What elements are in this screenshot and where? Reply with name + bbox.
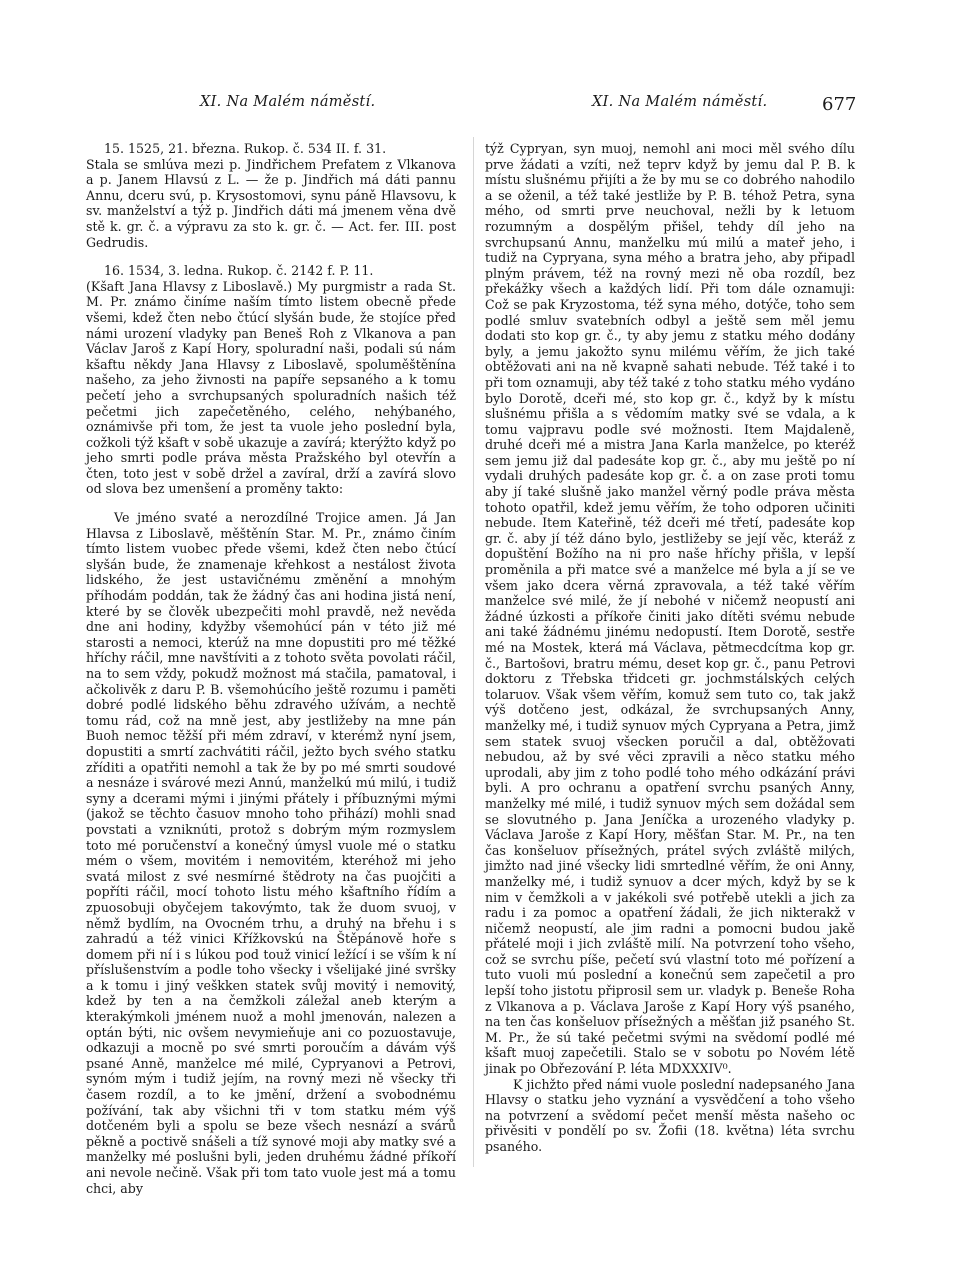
running-head-right: XI. Na Malém náměstí.	[592, 94, 768, 110]
testament-text: Ve jméno svaté a nerozdílné Trojice amen. Já Jan Hlavsa z Liboslavě, měštěnín Star. M. Pr., známo činím tímto listem vuobec přede všemi, kdež čten nebo čtúcí slyšán bude, že znamenaje křehkost a nestálost života lidského, že jest ustavičnému změnění a mnohým příhodám poddán, tak že žádný čas ani hodina jistá není, které by se člověk ubezpečiti mohl pravdě, než nevěda dne ani hodiny, kdyžby všemohúcí pán v této již mé starosti a nemoci, kterúž na mne dopustiti pro mé těžké hříchy ráčil, mne navštíviti a z tohoto světa povolati ráčil, na to sem vždy, pokudž možnost má stačila, pamatoval, i ačkolivěk z daru P. B. všemohúcího ještě rozumu i paměti dobré podlé lidského běhu zdravého užívám, a nechtě tomu rád, což na mně jest, aby jestližeby na mne pán Buoh nemoc těžší při mém zdraví, v kterémž nyní jsem, dopustiti a smrtí zachvátiti ráčil, ježto bych svého statku zříditi a opatřiti nemohl a tak že by po mé smrti soudové a nesnáze i svárové mezi Annú, manželkú mú milú, i tudiž syny a dcerami mými i jinými přátely i příbuznými mými (jakož se těchto časuov mnoho toho přihází) mohli snad povstati a vzniknúti, protož s dobrým mým rozmyslem toto mé poručenství a konečný úmysl vuole mé o statku mém o všem, movitém i nemovitém, kteréhož mi jeho svatá milost z své nesmírné štědroty na čas puojčiti a popříti ráčil, mocí tohoto listu mého kšaftního řídím a zpuosobuji obyčejem takovýmto, tak že duom svuoj, v němž bydlím, na Ovocném trhu, a druhý na břehu i s zahradú a též vinici Křížkovskú na Štěpánově hoře s domem při ní i s lúkou pod touž vinicí ležící i se vším k ní příslušenstvím a podle toho všecky i všelijaké jiné svršky a k tomu i jiný veškken statek svůj movitý i nemovitý, kdež by ten a na čemžkoli záležal aneb kterým a kterakýmkoli jménem nuož a mohl jmenován, nalezen a optán býti, nic ovšem nevymieňuje ani co pozuostavuje, odkazuji a mocně po své smrti poroučím a dávám výš psané Anně, manželce mé milé, Cypryanovi a Petrovi, synóm mým i tudiž jejím, na rovný mezi ně všecky tři časem rozdíl, a to ke jmění, držení a svobodnému požívání, tak aby všichni tři v tom statku mém výš dotčeném byli a spolu se beze všech nesnází a svárů pěkně a poctivě snášeli a tíž synové moji aby matky své a manželky mé poslušni byli, jeden druhému žádné příkoří ani nevole nečině. Však při tom tato vuole jest má a tomu chci, aby	[86, 510, 456, 1196]
column-divider	[473, 137, 474, 1167]
entry-16-intro: (Kšaft Jana Hlavsy z Liboslavě.) My purgmistr a rada St. M. Pr. známo činíme naším tímto listem obecně přede všemi, kdež čten nebo čtúcí slyšán bude, že stojíce před námi urození vladyky pan Beneš Roh z Vlkanova a pan Václav Jaroš z Kapí Hory, spoluradní naši, podali sú nám kšaftu někdy Jana Hlavsy z Liboslavě, spoluměštěnína našeho, za jeho živnosti na papíře sepsaného a k tomu pečetí jeho a svrchupsaných spoluradních našich též pečetmi jich zapečetěného, celého, nehýbaného, oznámivše při tom, že jest ta vuole jeho poslední byla, cožkoli týž kšaft v sobě ukazuje a zavírá; kterýžto když po jeho smrti podle práva města Pražského byl otevřín a čten, toto jest v sobě držel a zavíral, drží a zavírá slovo od slova bez umenšení a proměny takto:	[86, 278, 456, 497]
entry-15-text: Stala se smlúva mezi p. Jindřichem Prefatem z Vlkanova a p. Janem Hlavsú z L. — že p. Jindřich má dáti pannu Annu, dceru svú, p. Krysostomovi, synu páně Hlavsovu, k sv. manželství a týž p. Jindřich dáti má jmenem věna dvě stě k. gr. č. a výpravu za sto k. gr. č. — Act. fer. III. post Gedrudis.	[86, 156, 456, 250]
entry-15-heading: 15. 1525, 21. března. Rukop. č. 534 II. f. 31.	[104, 141, 387, 156]
closing-paragraph: K jichžto před námi vuole poslední nadepsaného Jana Hlavsy o statku jeho vyznání a vysvědčení a toho všeho na potvrzení a svědomí pečet menší města našeho oc přivěsiti v pondělí po sv. Žofii (18. května) léta svrchu psaného.	[485, 1076, 855, 1154]
page-number: 677	[822, 94, 857, 115]
running-head-left: XI. Na Malém náměstí.	[200, 94, 376, 110]
testament-continuation: týž Cypryan, syn muoj, nemohl ani moci měl svého dílu prve žádati a vzíti, než teprv když by jemu dal P. B. k místu slušnému přijíti a že by mu se co dobrého nahodilo a se oženil, a též také jestliže by P. B. téhož Petra, syna mého, od smrti prve neuchoval, nežli by k letuom rozumným a dospělým přišel, tehdy díl jeho na svrchupsanú Annu, manželku mú milú a mateř jeho, i tudiž na Cypryana, syna mého a bratra jeho, aby připadl plným právem, též na rovný mezi ně oba rozdíl, bez překážky všech a každých lidí. Při tom dále oznamuji: Což se pak Kryzostoma, též syna mého, dotýče, toho sem podlé smluv svatebních odbyl a ještě sem měl jemu dodati sto kop gr. č., ty aby jemu z statku mého dodány byly, a jemu jakožto synu milému věřím, že jich také obtěžovati ani na ně kvapně sahati nebude. Též také i to při tom oznamuji, aby též také z toho statku mého vydáno bylo Dorotě, dceři mé, sto kop gr. č., když by k místu slušnému přišla a s vědomím matky své se vdala, a k tomu vajpravu podle své možnosti. Item Majdaleně, druhé dceři mé a mistra Jana Karla manželce, po kteréž sem jemu již dal padesáte kop gr. č., aby mu ještě po ní vydali druhých padesáte kop gr. č. a on zase proti tomu aby jí také slušně jako manžel věrný podle práva města tohoto opatřil, kdež jemu věřím, že toho odporen učiniti nebude. Item Kateřině, též dceři mé třetí, padesáte kop gr. č. aby jí též dáno bylo, jestližeby se její věc, kteráž z dopuštění Božího na ni pro naše hříchy přišla, v lepší proměnila a při matce své a manželce mé byla a jí se ve všem jako dcera věrná zpravovala, a též také věřím manželce své milé, že jí nebohé v ničemž neopustí ani žádné úzkosti a příkoře činiti jako dítěti svému nebude ani také žádnému jinému nedopustí. Item Dorotě, sestře mé na Mostek, která má Václava, pětmecdcítma kop gr. č., Bartošovi, bratru mému, deset kop gr. č., panu Petrovi doktoru z Třebska třidceti gr. jochmstálských celých tolaruov. Však všem věřím, komuž sem tuto co, tak jakž výš dotčeno jest, odkázal, že svrchupsaných Anny, manželky mé, i tudiž synuov mých Cypryana a Petra, jimž sem statek svuoj všecken poručil a dal, obtěžovati nebudou, až by své věci zpravili a něco statku mého uprodali, aby jim z toho podlé toho mého odkázání právi byli. A pro ochranu a opatření svrchu psaných Anny, manželky mé milé, i tudiž synuov mých sem dožádal sem se slovutného p. Jana Jeníčka a urozeného vladyky p. Václava Jaroše z Kapí Hory, měšťan Star. M. Pr., na ten čas konšeluov přísežných, prátel svých zvláště milých, jimžto nad jiné všecky lidi smrtedlné věřím, že oni Anny, manželky mé, i tudiž synuov a dcer mých, když by se k nim v čemžkoli a v jakékoli své potřebě utekli a jich za radu i za pomoc a opatření žádali, že jich nikterakž v ničemž neopustí, ale jim radni a pomocni budou jakě přátelé moji i jich zvláště milí. Na potvrzení toho všeho, což se svrchu píše, pečetí svú vlastní toto mé pořízení a tuto vuoli mú poslední a konečnú sem zapečetil a pro lepší toho jistotu připrosil sem ur. vladyk p. Beneše Roha z Vlkanova a p. Václava Jaroše z Kapí Hory výš psaného, na ten čas konšeluov přísežných a měšťan již psaného St. M. Pr., že sú také pečetmi svými na svědomí podlé mé kšaft muoj zapečetili. Stalo se v sobotu po Novém létě jinak po Obřezování P. léta MDXXXIV⁰.	[485, 141, 855, 1077]
entry-16-heading: 16. 1534, 3. ledna. Rukop. č. 2142 f. P. 11.	[104, 263, 374, 279]
right-column	[485, 141, 855, 1155]
left-column	[86, 141, 456, 1196]
